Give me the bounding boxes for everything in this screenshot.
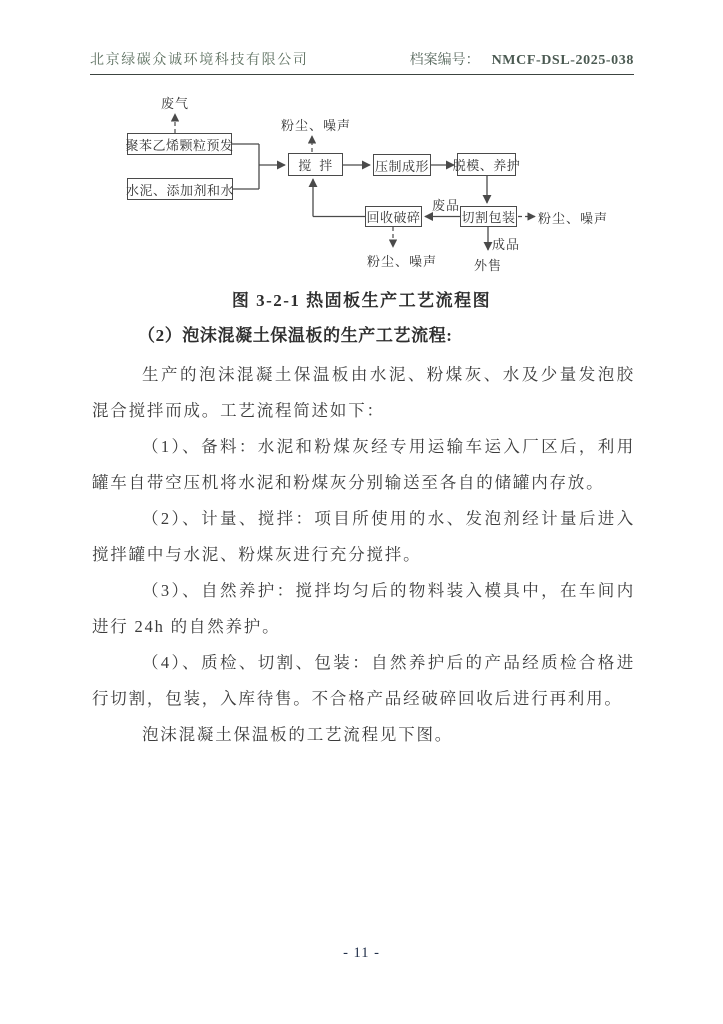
flowchart-box-cut-pack: 切割包装 [460,206,517,227]
archive-label: 档案编号： [409,53,480,68]
flowchart-box-press: 压制成形 [373,154,431,176]
flowchart-box-recycle: 回收破碎 [365,206,422,227]
paragraph-step-1: （1）、备料：水泥和粉煤灰经专用运输车运入厂区后，利用罐车自带空压机将水泥和粉煤灰分别输送至各自的储罐内存放。 [92,437,635,492]
process-flowchart [95,88,640,283]
figure-caption: 图 3-2-1 热固板生产工艺流程图 [231,291,492,310]
flowchart-box-pre-expand: 聚苯乙烯颗粒预发 [127,133,232,155]
paragraph-step-3: （3）、自然养护：搅拌均匀后的物料装入模具中，在车间内进行 24h 的自然养护。 [92,581,635,636]
paragraph-closing: 泡沫混凝土保温板的工艺流程见下图。 [142,725,454,744]
flowchart-label-sale: 外售 [474,258,503,273]
flowchart-label-defective: 废品 [432,198,461,213]
page-header [90,49,634,75]
archive-number-group [410,49,634,69]
paragraph-step-2: （2）、计量、搅拌：项目所使用的水、发泡剂经计量后进入搅拌罐中与水泥、粉煤灰进行充分搅拌。 [92,509,635,564]
section-heading: （2）泡沫混凝土保温板的生产工艺流程: [138,326,453,345]
flowchart-label-dust-noise-stir: 粉尘、噪声 [281,118,352,133]
body-text [92,357,635,753]
flowchart-label-product: 成品 [492,237,521,252]
flowchart-label-waste-gas: 废气 [161,96,190,111]
flowchart-box-demold: 脱模、养护 [457,153,516,176]
company-name: 北京绿碳众诚环境科技有限公司 [90,53,309,68]
flowchart-box-cement-water: 水泥、添加剂和水 [127,178,233,200]
flowchart-label-dust-noise-cut: 粉尘、噪声 [538,211,609,226]
flowchart-box-stir: 搅 拌 [288,153,343,176]
paragraph-intro: 生产的泡沫混凝土保温板由水泥、粉煤灰、水及少量发泡胶混合搅拌而成。工艺流程简述如下： [92,365,635,420]
flowchart-label-dust-noise-recycle: 粉尘、噪声 [367,254,438,269]
paragraph-step-4: （4）、质检、切割、包装：自然养护后的产品经质检合格进行切割，包装，入库待售。不合格产品经破碎回收后进行再利用。 [92,653,635,708]
archive-number: NMCF-DSL-2025-038 [491,53,634,68]
page-number: - 11 - [343,945,380,961]
